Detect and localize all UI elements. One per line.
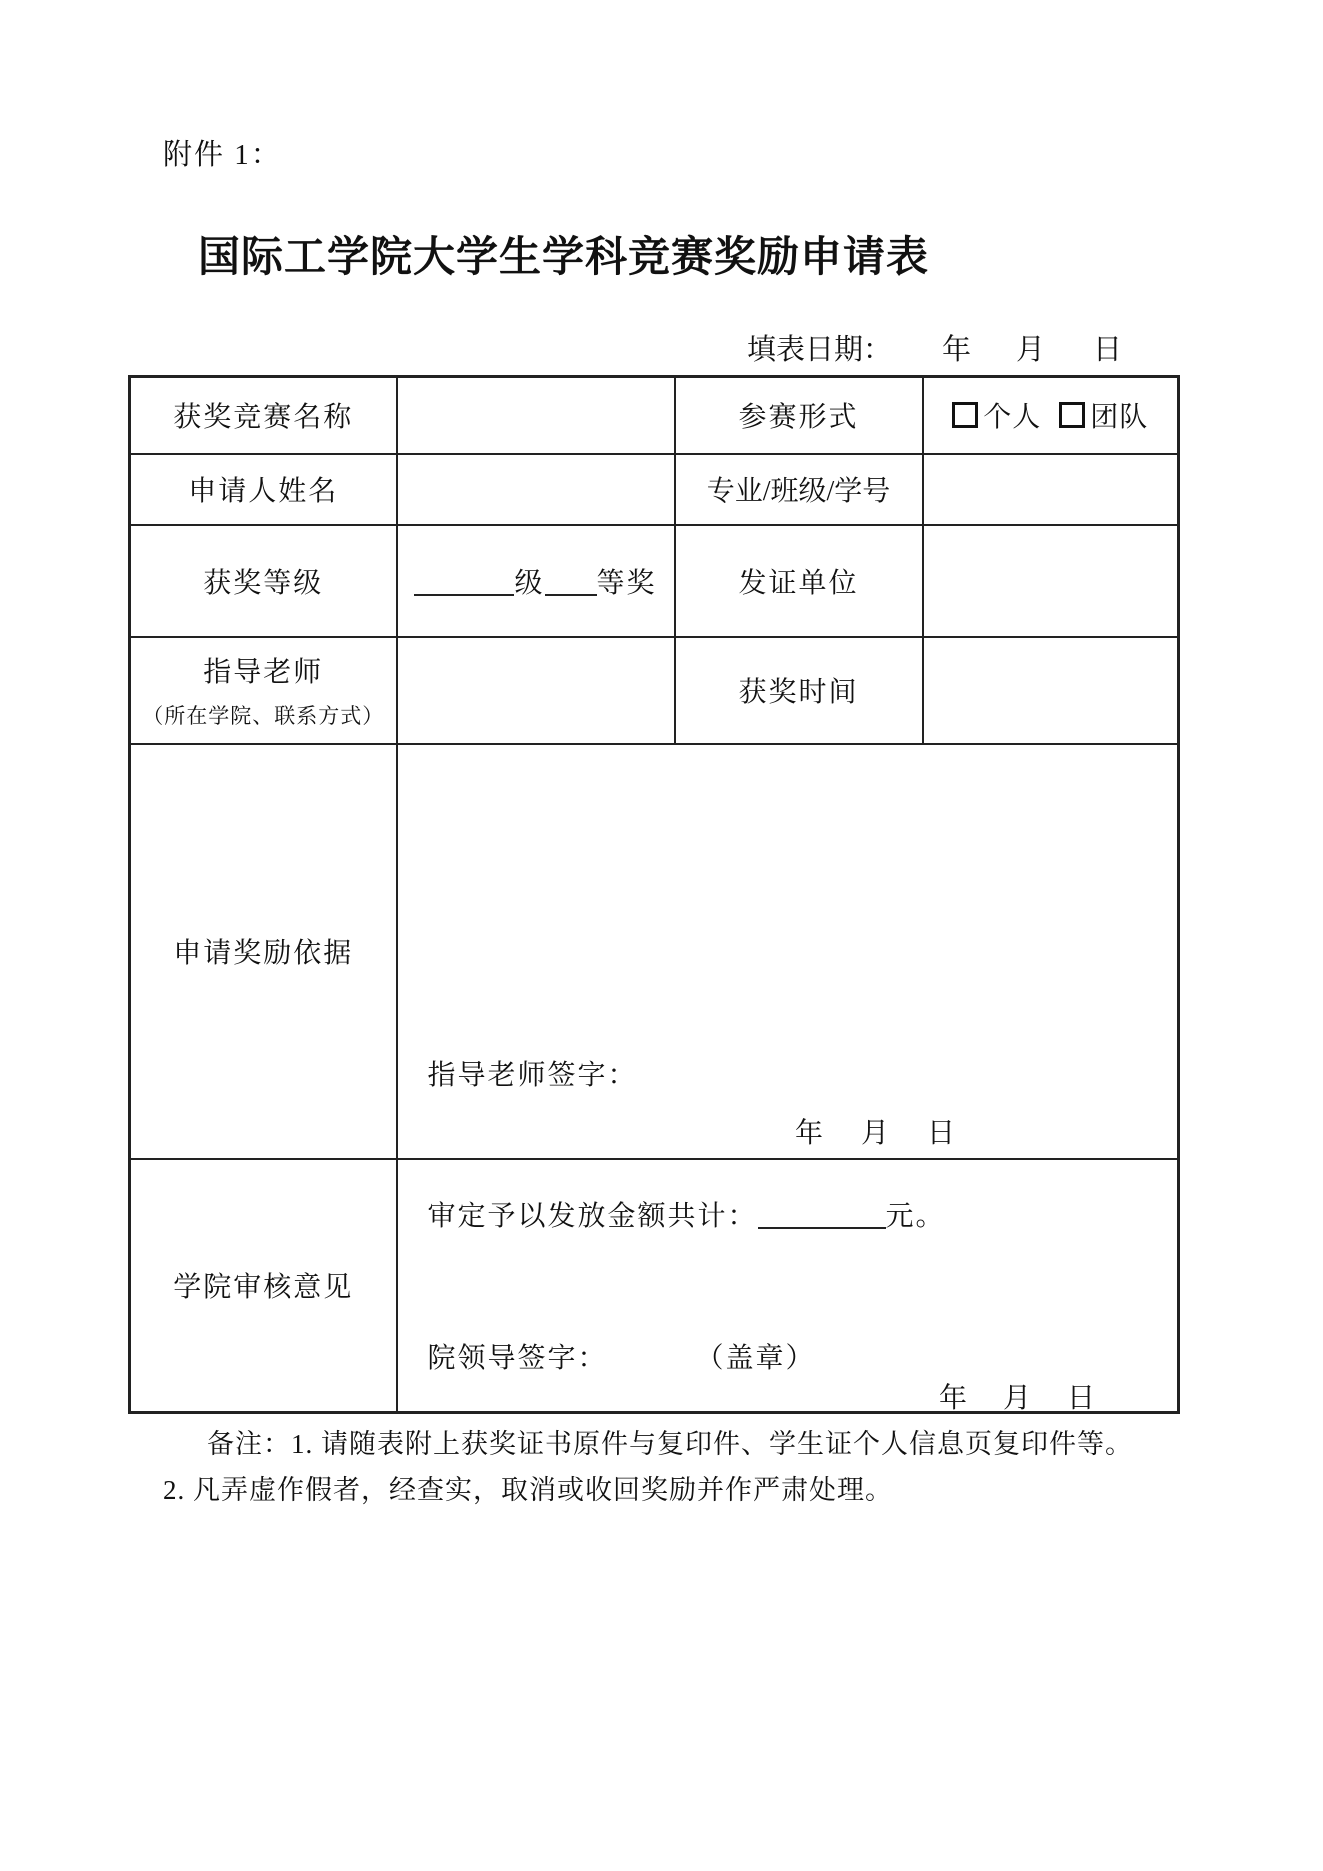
approved-amount-prefix: 审定予以发放金额共计： (427, 1200, 758, 1232)
fill-date-line (747, 327, 1122, 368)
award-time-input-cell[interactable] (923, 637, 1179, 744)
checkbox-individual-icon[interactable] (952, 402, 978, 428)
leader-date-day: 日 (1066, 1382, 1097, 1413)
table-row (130, 377, 1179, 454)
advisor-signature-label: 指导老师签字： (427, 1059, 638, 1091)
award-level-label: 获奖等级 (130, 525, 397, 637)
advisor-sub-label: （所在学院、联系方式） (142, 704, 385, 728)
award-level-input-cell[interactable] (397, 525, 675, 637)
award-time-label: 获奖时间 (675, 637, 923, 744)
table-row (130, 525, 1179, 637)
leader-date-year: 年 (938, 1382, 969, 1413)
advisor-input-cell[interactable] (397, 637, 675, 744)
advisor-signature-date (795, 1111, 957, 1151)
application-form-table (128, 375, 1180, 1414)
leader-date-month: 月 (1002, 1382, 1033, 1413)
advisor-date-month: 月 (860, 1117, 891, 1149)
college-review-input-cell[interactable] (397, 1159, 1179, 1413)
attachment-label: 附件 1： (163, 139, 282, 171)
checkbox-team-icon[interactable] (1059, 402, 1085, 428)
advisor-label-cell (130, 637, 397, 744)
award-level-suffix-text: 等奖 (596, 567, 657, 599)
leader-signature-label: 院领导签字： (427, 1342, 608, 1374)
entry-form-options-cell (923, 377, 1179, 454)
note-line-1: 备注：1. 请随表附上获奖证书原件与复印件、学生证个人信息页复印件等。 (207, 1429, 1133, 1459)
advisor-label: 指导老师 (203, 657, 324, 688)
award-level-blank-2[interactable] (545, 562, 597, 596)
reward-basis-label: 申请奖励依据 (130, 744, 397, 1159)
award-level-mid-text: 级 (514, 567, 545, 599)
entry-form-label: 参赛形式 (675, 377, 923, 454)
issuer-label: 发证单位 (675, 525, 923, 637)
leader-signature-line (428, 1336, 816, 1376)
fill-date-day: 日 (1093, 334, 1123, 366)
approved-amount-blank[interactable] (758, 1195, 886, 1229)
approved-amount-line (428, 1194, 946, 1234)
competition-name-input-cell[interactable] (397, 377, 675, 454)
college-review-label: 学院审核意见 (130, 1159, 397, 1413)
fill-date-month: 月 (1016, 334, 1046, 366)
leader-signature-date (939, 1376, 1097, 1413)
fill-date-label: 填表日期： (747, 334, 893, 366)
checkbox-team-option[interactable] (1059, 402, 1148, 433)
approved-amount-suffix: 元。 (885, 1200, 946, 1232)
page-title: 国际工学院大学生学科竞赛奖励申请表 (198, 233, 930, 280)
table-row (130, 1159, 1179, 1413)
checkbox-individual-option[interactable] (952, 402, 1041, 433)
seal-label: （盖章） (709, 1342, 816, 1374)
major-class-id-input-cell[interactable] (923, 454, 1179, 525)
applicant-name-label: 申请人姓名 (130, 454, 397, 525)
checkbox-team-label: 团队 (1090, 402, 1149, 434)
reward-basis-input-cell[interactable] (397, 744, 1179, 1159)
table-row (130, 744, 1179, 1159)
advisor-date-year: 年 (794, 1117, 825, 1149)
applicant-name-input-cell[interactable] (397, 454, 675, 525)
advisor-date-day: 日 (926, 1117, 957, 1149)
fill-date-year: 年 (942, 334, 972, 366)
award-level-blank-1[interactable] (414, 562, 514, 596)
note-line-2: 2. 凡弄虚作假者，经查实，取消或收回奖励并作严肃处理。 (163, 1475, 893, 1505)
table-row (130, 454, 1179, 525)
table-row (130, 637, 1179, 744)
major-class-id-label: 专业/班级/学号 (675, 454, 923, 525)
checkbox-individual-label: 个人 (983, 402, 1042, 434)
issuer-input-cell[interactable] (923, 525, 1179, 637)
competition-name-label: 获奖竞赛名称 (130, 377, 397, 454)
